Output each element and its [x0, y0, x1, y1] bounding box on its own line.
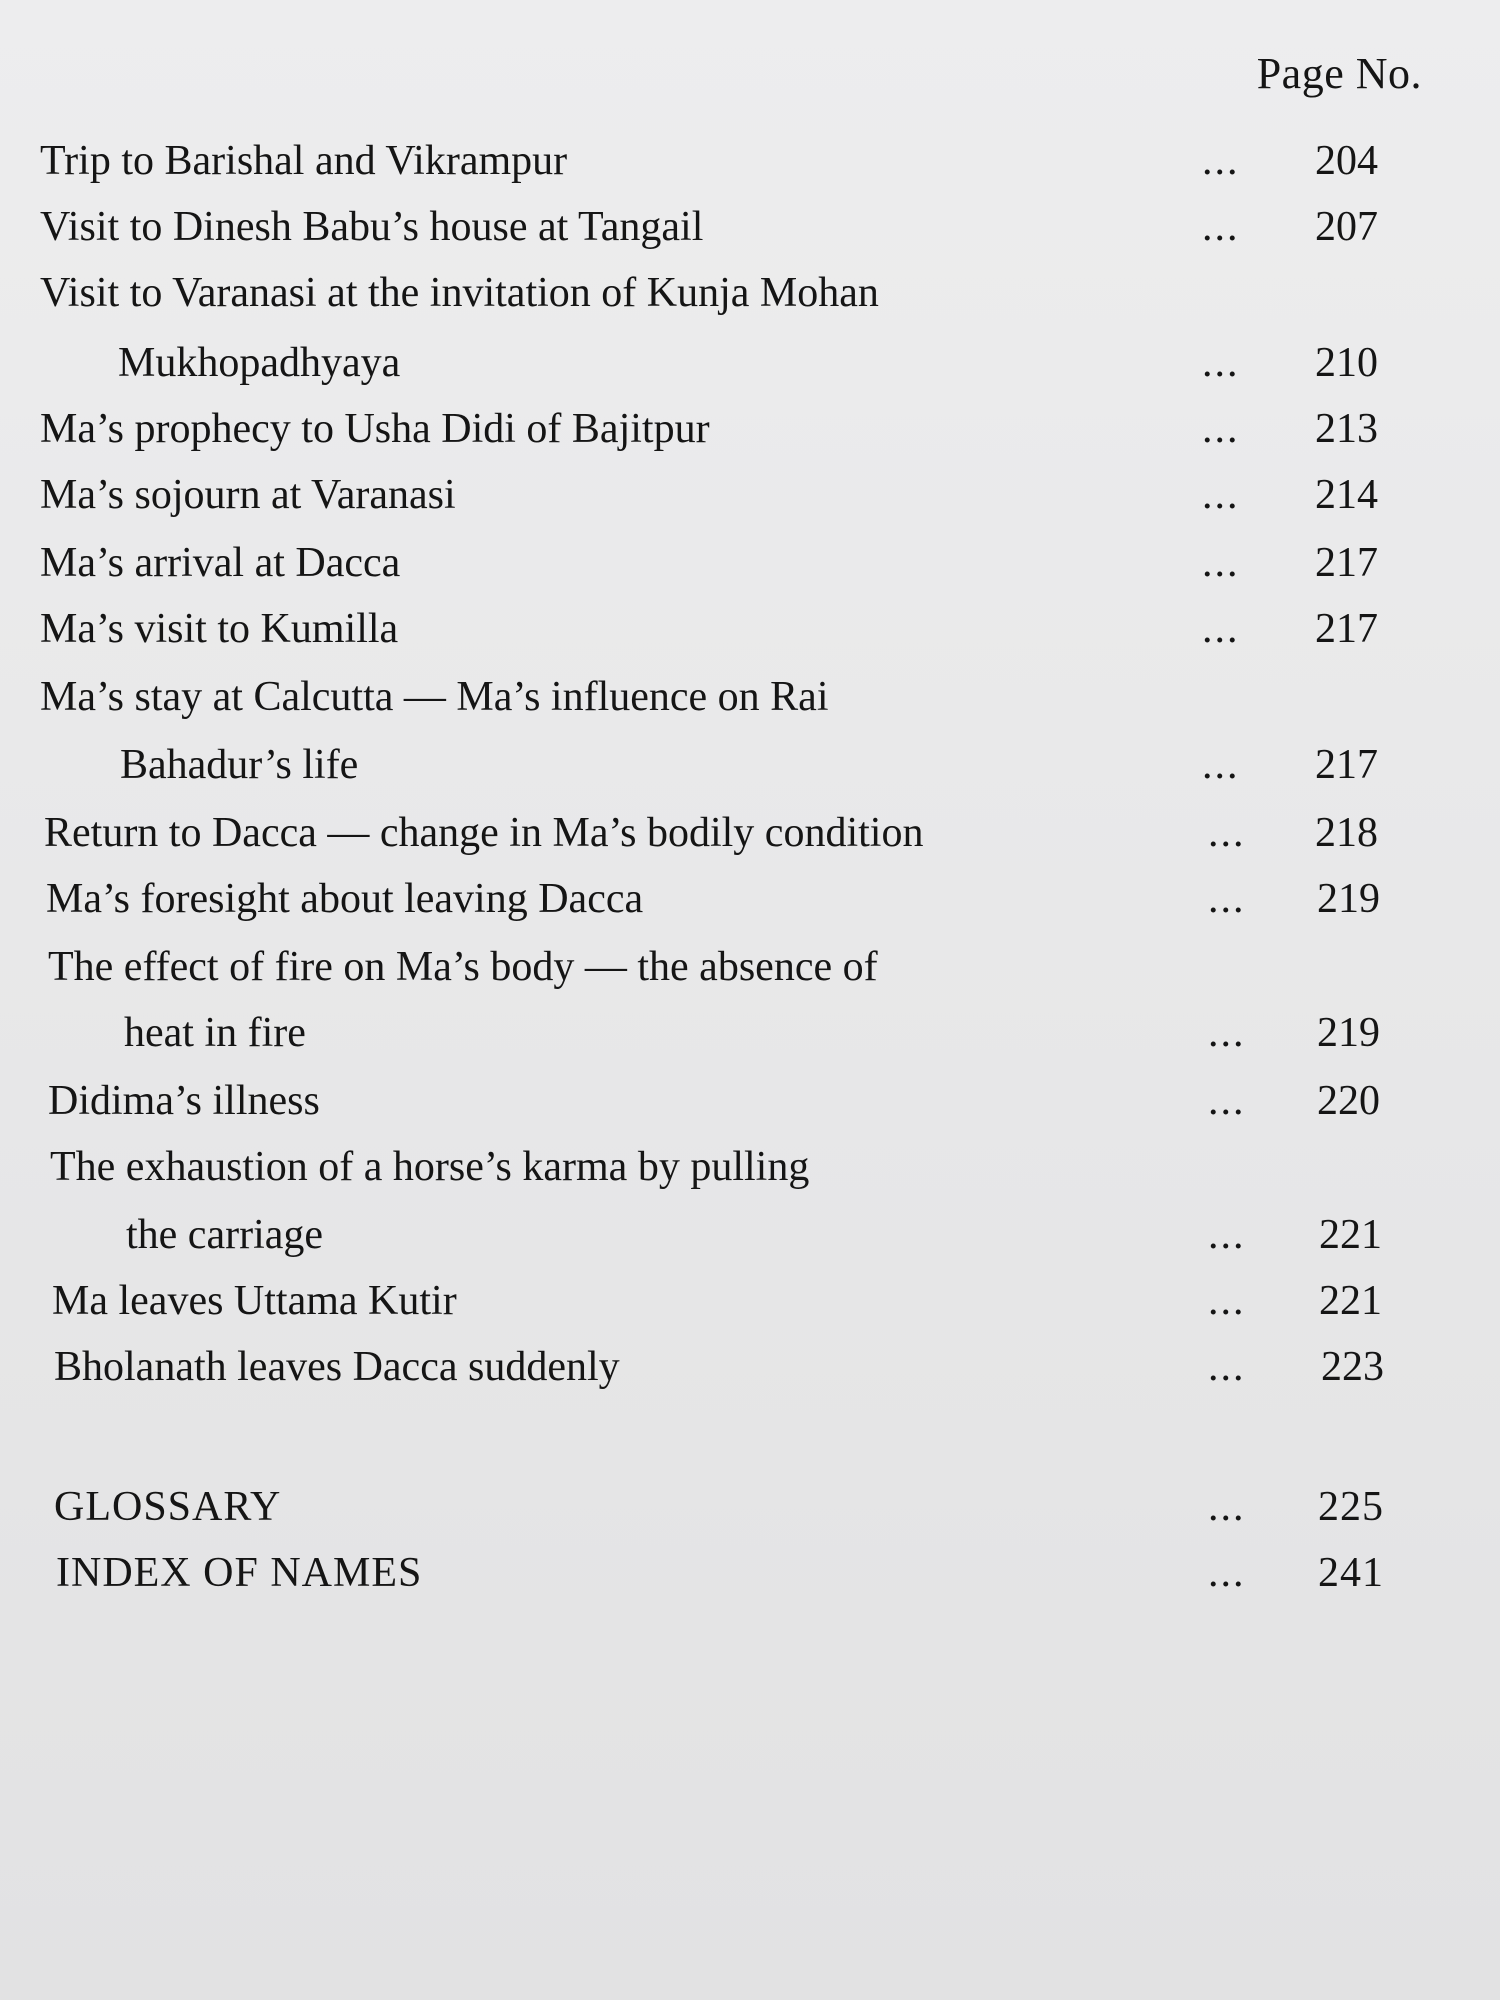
toc-entry-page: 213: [1315, 406, 1378, 452]
toc-index-entry: [40, 1544, 1460, 1602]
toc-entry-page: 225: [1318, 1484, 1384, 1530]
toc-entry: [40, 264, 1460, 322]
toc-entry-title: Visit to Varanasi at the invitation of Kunja Mohan: [40, 270, 879, 316]
toc-entry-leader: ...: [1208, 1010, 1246, 1056]
toc-entry-title: Bholanath leaves Dacca suddenly: [54, 1344, 620, 1390]
toc-entry-page: 219: [1317, 876, 1380, 922]
toc-entry-page: 204: [1315, 138, 1378, 184]
toc-entry-leader: ...: [1202, 742, 1240, 788]
toc-entry-page: 219: [1317, 1010, 1380, 1056]
toc-entry-title: Bahadur’s life: [120, 742, 359, 788]
toc-entry-title: Return to Dacca — change in Ma’s bodily condition: [44, 810, 924, 856]
toc-entry-leader: ...: [1202, 472, 1240, 518]
toc-entry: [40, 400, 1460, 458]
toc-entry-title: Mukhopadhyaya: [118, 340, 401, 386]
toc-entry-leader: ...: [1208, 1278, 1246, 1324]
toc-entry-title: the carriage: [126, 1212, 324, 1258]
toc-entry-leader: ...: [1208, 1212, 1246, 1258]
toc-entry: [40, 870, 1460, 928]
toc-entry-page: 220: [1317, 1078, 1380, 1124]
toc-entry-leader: ...: [1208, 1550, 1246, 1596]
toc-entry: [40, 804, 1460, 862]
toc-entry-title: Trip to Barishal and Vikrampur: [40, 138, 568, 184]
toc-entry-page: 241: [1318, 1550, 1384, 1596]
toc-entry-page: 221: [1319, 1212, 1382, 1258]
toc-entry: [40, 1338, 1460, 1396]
toc-entry: [40, 1272, 1460, 1330]
toc-entry-title: Visit to Dinesh Babu’s house at Tangail: [40, 204, 704, 250]
toc-entry: [40, 938, 1460, 996]
toc-entry: [40, 534, 1460, 592]
toc-entry-page: 214: [1315, 472, 1378, 518]
toc-entry-title: GLOSSARY: [54, 1484, 282, 1530]
toc-entry-leader: ...: [1202, 340, 1240, 386]
toc-glossary-entry: [40, 1478, 1460, 1536]
toc-entry-title: Ma’s arrival at Dacca: [40, 540, 401, 586]
toc-entry-leader: ...: [1208, 1344, 1246, 1390]
toc-entry-title: Ma’s sojourn at Varanasi: [40, 472, 456, 518]
toc-entry: [40, 1072, 1460, 1130]
toc-entry-page: 217: [1315, 540, 1378, 586]
toc-entry-title: Ma’s prophecy to Usha Didi of Bajitpur: [40, 406, 710, 452]
toc-entry-title: Didima’s illness: [48, 1078, 320, 1124]
toc-entry: [40, 198, 1460, 256]
toc-entry: [40, 1138, 1460, 1196]
toc-entry-title: The effect of fire on Ma’s body — the absence of: [48, 944, 878, 990]
toc-entry-page: 218: [1315, 810, 1378, 856]
toc-entry-leader: ...: [1202, 606, 1240, 652]
toc-entry: [40, 132, 1460, 190]
toc-entry-title: Ma’s visit to Kumilla: [40, 606, 399, 652]
toc-entry: [40, 600, 1460, 658]
toc-entry-page: 221: [1319, 1278, 1382, 1324]
toc-entry-leader: ...: [1202, 406, 1240, 452]
toc-entry-continuation: [40, 1206, 1460, 1264]
toc-entry-title: INDEX OF NAMES: [56, 1550, 423, 1596]
toc-entry-leader: ...: [1202, 540, 1240, 586]
toc-entry-page: 223: [1321, 1344, 1384, 1390]
toc-entry-title: Ma’s foresight about leaving Dacca: [46, 876, 644, 922]
toc-entry-leader: ...: [1208, 810, 1246, 856]
toc-entry-continuation: [40, 736, 1460, 794]
toc-entry-continuation: [40, 334, 1460, 392]
toc-entry-leader: ...: [1208, 1484, 1246, 1530]
toc-entry-title: heat in fire: [124, 1010, 306, 1056]
toc-entry-page: 210: [1315, 340, 1378, 386]
toc-entry-page: 217: [1315, 742, 1378, 788]
toc-entry-title: Ma’s stay at Calcutta — Ma’s influence on Rai: [40, 674, 829, 720]
toc-entry-leader: ...: [1208, 1078, 1246, 1124]
toc-entry-page: 217: [1315, 606, 1378, 652]
toc-entry: [40, 466, 1460, 524]
toc-entry-leader: ...: [1208, 876, 1246, 922]
toc-entry-title: The exhaustion of a horse’s karma by pulling: [50, 1144, 810, 1190]
page-no-header: Page No.: [1256, 49, 1422, 98]
toc-entry-continuation: [40, 1004, 1460, 1062]
toc-entry-leader: ...: [1202, 138, 1240, 184]
toc-entry: [40, 668, 1460, 726]
toc-entry-leader: ...: [1202, 204, 1240, 250]
toc-entry-page: 207: [1315, 204, 1378, 250]
toc-entry-title: Ma leaves Uttama Kutir: [52, 1278, 457, 1324]
